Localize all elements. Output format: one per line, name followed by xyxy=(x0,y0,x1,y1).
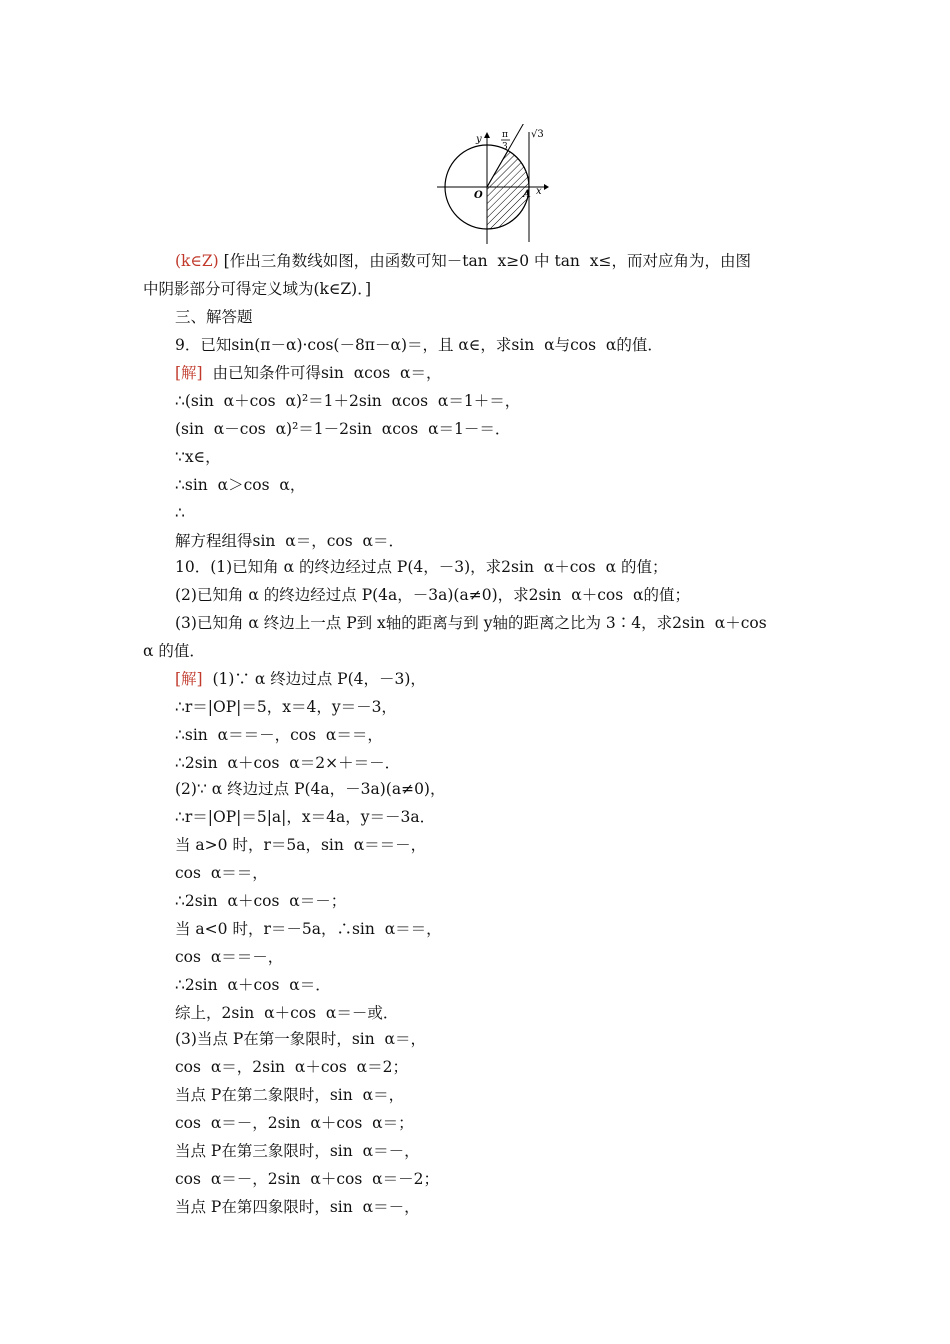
line-text: ∴r＝|OP|＝5|a|，x＝4a，y＝－3a． xyxy=(175,808,436,826)
text-line xyxy=(175,669,950,689)
line-text: 当 a>0 时，r＝5a，sin α＝＝－， xyxy=(175,836,427,854)
text-line xyxy=(175,1197,950,1217)
text-line xyxy=(175,307,950,327)
text-line xyxy=(175,585,950,605)
line-text: [作出三角数线如图，由函数可知－tan x≥0 中 tan x≤，而对应角为，由图 xyxy=(218,252,751,270)
label-O: O xyxy=(474,190,483,201)
text-line xyxy=(175,1141,950,1161)
text-line xyxy=(175,447,950,467)
line-text: ∴2sin α＋cos α＝． xyxy=(175,976,331,994)
text-line xyxy=(143,641,950,661)
line-text: ∴2sin α＋cos α＝2×＋＝－． xyxy=(175,754,401,772)
text-line xyxy=(175,475,950,495)
text-line xyxy=(175,1169,950,1189)
line-text: cos α＝，2sin α＋cos α＝2； xyxy=(175,1058,409,1076)
line-text: (3)已知角 α 终边上一点 P到 x轴的距离与到 y轴的距离之比为 3∶4，求2sin α＋cos xyxy=(175,614,767,632)
label-y: y xyxy=(476,134,482,145)
line-text: 综上，2sin α＋cos α＝－或． xyxy=(175,1004,399,1022)
text-line xyxy=(175,613,950,633)
line-text: 当点 P在第四象限时，sin α＝－， xyxy=(175,1198,420,1216)
answer-marker: [解] xyxy=(175,670,203,688)
text-line xyxy=(175,807,950,827)
line-text: cos α＝－，2sin α＋cos α＝； xyxy=(175,1114,414,1132)
line-text: 三、解答题 xyxy=(175,308,253,326)
line-text: α 的值． xyxy=(143,642,205,660)
line-text: 当点 P在第二象限时，sin α＝， xyxy=(175,1086,405,1104)
text-line xyxy=(175,1029,950,1049)
text-line xyxy=(175,531,950,551)
text-line xyxy=(175,1085,950,1105)
text-line xyxy=(175,557,950,577)
text-line xyxy=(175,335,950,355)
text-line xyxy=(175,363,950,383)
line-text: 9．已知sin(π－α)·cos(－8π－α)＝，且 α∈，求sin α与cos α的值． xyxy=(175,336,663,354)
line-text: 由已知条件可得sin αcos α＝， xyxy=(202,364,442,382)
text-line xyxy=(175,891,950,911)
line-text: 中阴影部分可得定义域为(k∈Z)．] xyxy=(143,280,372,298)
label-3: 3 xyxy=(502,142,508,152)
text-line xyxy=(175,975,950,995)
text-line xyxy=(175,419,950,439)
text-line xyxy=(175,1057,950,1077)
line-text: cos α＝－，2sin α＋cos α＝－2； xyxy=(175,1170,440,1188)
line-text: ∴sin α＞cos α， xyxy=(175,476,306,494)
line-text: 当点 P在第三象限时，sin α＝－， xyxy=(175,1142,420,1160)
line-text: 10．(1)已知角 α 的终边经过点 P(4，－3)，求2sin α＋cos α 的值； xyxy=(175,558,668,576)
line-text: (2)∵ α 终边过点 P(4a，－3a)(a≠0)， xyxy=(175,780,446,798)
text-line xyxy=(175,947,950,967)
line-text: (1)∵ α 终边过点 P(4，－3)， xyxy=(202,670,426,688)
label-sqrt3: √3 xyxy=(531,129,544,140)
text-line xyxy=(175,1003,950,1023)
text-line xyxy=(175,919,950,939)
answer-marker: [解] xyxy=(175,364,203,382)
line-text: (sin α－cos α)²＝1－2sin αcos α＝1－＝． xyxy=(175,420,511,438)
line-text: ∴2sin α＋cos α＝－； xyxy=(175,892,347,910)
text-line xyxy=(175,503,950,523)
text-line xyxy=(175,391,950,411)
text-line xyxy=(175,1113,950,1133)
text-line xyxy=(175,251,950,271)
text-line xyxy=(175,863,950,883)
line-text: cos α＝＝－， xyxy=(175,948,284,966)
answer-marker: (k∈Z) xyxy=(175,252,219,270)
line-text: cos α＝＝， xyxy=(175,864,268,882)
label-A: A xyxy=(523,189,531,200)
line-text: ∵x∈， xyxy=(175,448,221,466)
line-text: ∴sin α＝＝－，cos α＝＝， xyxy=(175,726,383,744)
text-line xyxy=(175,725,950,745)
line-text: (2)已知角 α 的终边经过点 P(4a，－3a)(a≠0)，求2sin α＋cos α的值； xyxy=(175,586,690,604)
line-text: 解方程组得sin α＝，cos α＝． xyxy=(175,532,405,550)
text-line xyxy=(175,753,950,773)
line-text: (3)当点 P在第一象限时，sin α＝， xyxy=(175,1030,427,1048)
text-line xyxy=(175,835,950,855)
text-line xyxy=(175,779,950,799)
label-pi: π xyxy=(502,130,508,140)
text-line xyxy=(143,279,950,299)
line-text: ∴(sin α＋cos α)²＝1＋2sin αcos α＝1＋＝， xyxy=(175,392,521,410)
line-text: ∴r＝|OP|＝5，x＝4，y＝－3， xyxy=(175,698,397,716)
label-x: x xyxy=(536,186,542,197)
unit-circle-figure xyxy=(432,124,552,244)
text-line xyxy=(175,697,950,717)
line-text: ∴ xyxy=(175,504,185,522)
line-text: 当 a<0 时，r＝－5a，∴sin α＝＝， xyxy=(175,920,442,938)
